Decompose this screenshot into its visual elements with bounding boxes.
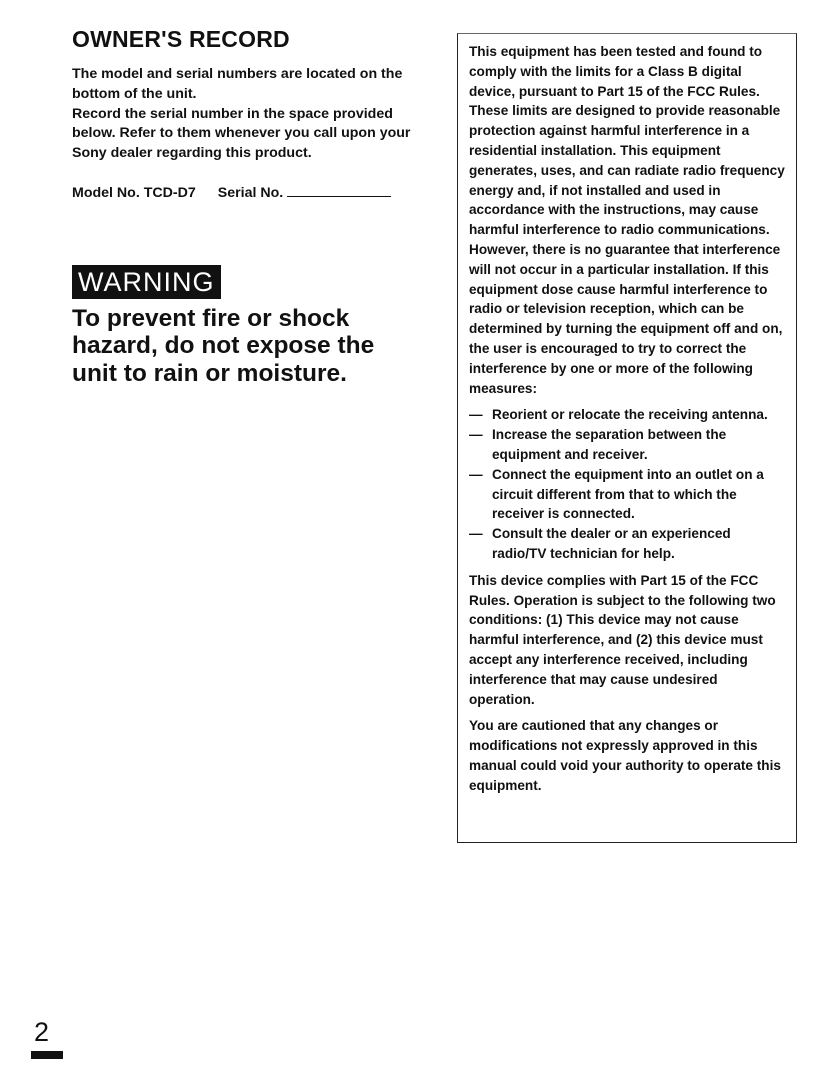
owners-record-location-text: The model and serial numbers are located on the bottom of the unit. [72, 66, 403, 102]
dash-bullet: — [469, 526, 483, 542]
dash-bullet: — [469, 427, 483, 443]
list-item [469, 405, 786, 425]
fcc-part15-paragraph: This device complies with Part 15 of the FCC Rules. Operation is subject to the following two conditions: (1) This device may not cause harmful interference, and (2) this device must accept any interference received, including interference that may cause undesired operation. [469, 572, 776, 707]
model-serial-line [72, 184, 417, 201]
measure-text: Consult the dealer or an experienced radio/TV technician for help. [492, 526, 731, 561]
serial-number-label: Serial No. [217, 184, 284, 201]
page-number-bar [31, 1051, 63, 1059]
owners-record-instruction-text: Record the serial number in the space provided below. Refer to them whenever you call upon your Sony dealer regarding this product. [72, 105, 411, 162]
fcc-caution-paragraph: You are cautioned that any changes or modifications not expressly approved in this manual could void your authority to operate this equipment. [469, 718, 781, 793]
measure-text: Increase the separation between the equipment and receiver. [492, 427, 727, 462]
serial-number-blank [287, 184, 391, 197]
measure-text: Reorient or relocate the receiving antenna. [492, 407, 768, 423]
fcc-notice-box [457, 33, 797, 843]
owners-record-section [72, 26, 417, 387]
fcc-measures-list [469, 405, 786, 563]
warning-badge: WARNING [72, 265, 221, 299]
warning-text: To prevent fire or shock hazard, do not expose the unit to rain or moisture. [72, 304, 375, 387]
page-number: 2 [34, 1017, 50, 1047]
dash-bullet: — [469, 407, 483, 423]
owners-record-title: OWNER'S RECORD [72, 26, 290, 52]
measure-text: Connect the equipment into an outlet on a circuit different from that to which the receiver is connected. [492, 466, 764, 522]
list-item [469, 465, 786, 524]
list-item [469, 524, 786, 564]
list-item [469, 425, 786, 465]
fcc-compliance-paragraph: This equipment has been tested and found to comply with the limits for a Class B digital device, pursuant to Part 15 of the FCC Rules. These limits are designed to provide reasonable protection against harmful interference in a residential installation. This equipment generates, uses, and can radiate radio frequency energy and, if not installed and used in accordance with the instructions, may cause harmful interference to radio communications. However, there is no guarantee that interference will not occur in a particular installation. If this equipment dose cause harmful interference to radio or television reception, which can be determined by turning the equipment off and on, the user is encouraged to try to correct the interference by one or more of the following measures: [469, 44, 785, 396]
model-number-label: Model No. TCD-D7 [72, 184, 196, 201]
dash-bullet: — [469, 466, 483, 482]
